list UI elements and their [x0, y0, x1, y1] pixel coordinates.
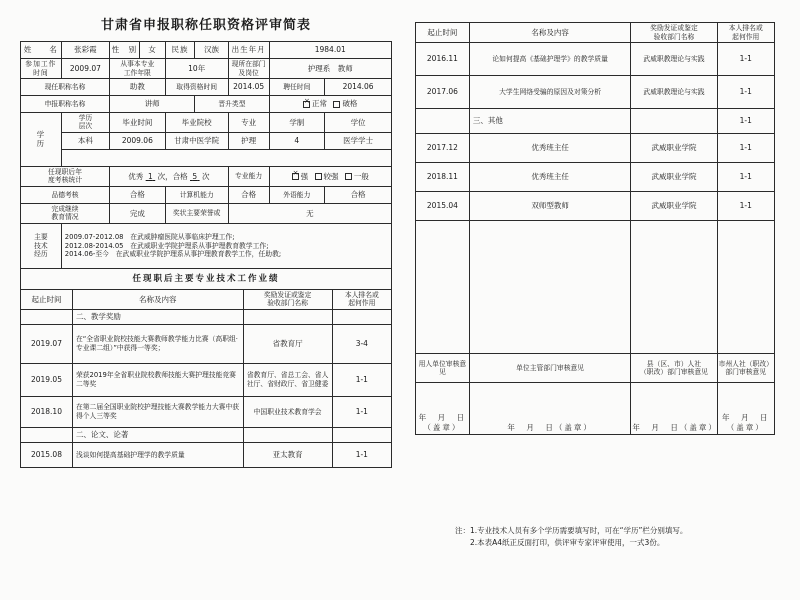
signature-header-row: [416, 354, 775, 383]
right-period: [416, 109, 470, 134]
right-role: 1-1: [717, 163, 774, 192]
qualification-date-value: 2014.05: [228, 79, 269, 96]
continuing-edu-value: 完成: [110, 203, 166, 223]
work-start-value: 2009.07: [61, 59, 109, 79]
table-row: [21, 79, 392, 96]
resume-label: 主要 技术 经历: [21, 223, 62, 268]
right-issuer-header: 奖励发证或鉴定 验收部门名称: [631, 23, 717, 43]
right-issuer: 武威职业学院: [631, 192, 717, 221]
sig-date-city[interactable]: 年 月 日（盖章）: [717, 383, 774, 435]
right-issuer: 武威职教理论与实践: [631, 43, 717, 76]
right-blank-period: [416, 221, 470, 354]
ability-normal-checkbox[interactable]: 一般: [345, 172, 369, 181]
achievement-section-title: 任现职后主要专业技术工作业绩: [21, 268, 392, 289]
table-header-row: [21, 289, 392, 309]
edu-time-header: 毕业时间: [110, 113, 166, 133]
right-period: 2017.06: [416, 76, 470, 109]
promotion-type-label: 晋升类型: [195, 96, 269, 113]
current-title-value: 助教: [110, 79, 166, 96]
table-row: [21, 96, 392, 113]
qualification-date-label: 取得资格时间: [165, 79, 228, 96]
gender-label: 性 别: [110, 42, 140, 59]
apply-title-label: 申报职称名称: [21, 96, 110, 113]
right-period-header: 起止时间: [416, 23, 470, 43]
table-row: [416, 163, 775, 192]
annual-assessment-value: 优秀 1 次，合格 5 次: [110, 166, 229, 186]
current-title-label: 现任职称名称: [21, 79, 110, 96]
edu-system-value: 4: [269, 132, 325, 149]
right-blank-issuer: [631, 221, 717, 354]
continuing-edu-label: 完成继续 教育情况: [21, 203, 110, 223]
achv-content: 荣获2019年全省职业院校教师技能大赛护理技能竞赛二等奖: [72, 363, 243, 396]
name-value: 张彩霞: [61, 42, 109, 59]
right-issuer: [631, 109, 717, 134]
achv-issuer-header: 奖励发证或鉴定 验收部门名称: [243, 289, 332, 309]
edu-school-header: 毕业院校: [165, 113, 228, 133]
birth-value: 1984.01: [269, 42, 392, 59]
ability-label: 专业能力: [228, 166, 269, 186]
table-row: [21, 324, 392, 363]
footer-note: 注：1.专业技术人员有多个学历需要填写时，可在“学历”栏分别填写。: [455, 526, 688, 535]
achievement-table: [20, 289, 392, 468]
achv-content: 浅谈如何提高基础护理学的教学质量: [72, 442, 243, 467]
achv-period: 2018.10: [21, 396, 73, 427]
table-row: [21, 396, 392, 427]
achv-period-blank: [21, 427, 73, 442]
morals-label: 品德考核: [21, 186, 110, 203]
right-role: 1-1: [717, 43, 774, 76]
achv-content-header: 名称及内容: [72, 289, 243, 309]
nation-value: 汉族: [195, 42, 228, 59]
right-content: 大学生网络受骗的原因及对策分析: [469, 76, 631, 109]
resume-line: 2012.08-2014.05 在武威职业学院护理系从事护理教育教学工作;: [64, 241, 269, 250]
promotion-normal-checkbox[interactable]: × 正常: [303, 99, 327, 108]
table-row: [21, 363, 392, 396]
right-period: 2015.04: [416, 192, 470, 221]
sig-date-county[interactable]: 年 月 日（盖章）: [631, 383, 717, 435]
achv-period: 2019.05: [21, 363, 73, 396]
table-row: [21, 113, 392, 133]
right-blank-content: [469, 221, 631, 354]
major-years-value: 10年: [165, 59, 228, 79]
table-row: [416, 192, 775, 221]
sig-header-county: 县（区、市）人社 （职改）部门审核意见: [631, 354, 717, 383]
edu-major-value: 护理: [228, 132, 269, 149]
edu-major-header: 专业: [228, 113, 269, 133]
achv-sub-label: 二、论文、论著: [72, 427, 243, 442]
birth-label: 出生年月: [228, 42, 269, 59]
work-start-label: 参加工作时间: [21, 59, 62, 79]
edu-degree-header: 学位: [325, 113, 392, 133]
achv-content: 在第二届全国职业院校护理技能大赛教学能力大赛中获得个人三等奖: [72, 396, 243, 427]
achv-issuer: 中国职业技术教育学会: [243, 396, 332, 427]
right-issuer: 武威职教理论与实践: [631, 76, 717, 109]
table-row: [416, 134, 775, 163]
achv-content: 在“全省职业院校技能大赛教师教学能力比赛（高职组·专业课二组）”中获得一等奖；: [72, 324, 243, 363]
right-column: [415, 22, 775, 435]
edu-time-value: 2009.06: [110, 132, 166, 149]
right-blank-role: [717, 221, 774, 354]
dept-label: 现所在部门 及岗位: [228, 59, 269, 79]
table-row: [416, 221, 775, 354]
edu-system-header: 学制: [269, 113, 325, 133]
achv-section-label: 二、教学奖励: [72, 309, 243, 324]
footer-notes: [455, 525, 785, 549]
education-row-label: 学 历: [21, 113, 62, 167]
table-row: [416, 43, 775, 76]
table-row: [21, 149, 392, 166]
achv-role: 1-1: [332, 363, 391, 396]
table-row: [21, 203, 392, 223]
right-content: 双师型教师: [469, 192, 631, 221]
basic-info-table: [20, 41, 392, 290]
resume-value: [61, 223, 391, 268]
edu-blank-row: [61, 149, 391, 166]
achv-period: 2015.08: [21, 442, 73, 467]
achv-role: 1-1: [332, 442, 391, 467]
punishment-value: 无: [228, 203, 391, 223]
dept-value: 护理系 教师: [269, 59, 392, 79]
promotion-break-checkbox[interactable]: 破格: [333, 99, 357, 108]
table-row: [21, 132, 392, 149]
table-row: [21, 268, 392, 289]
achv-role-header: 本人排名或 起何作用: [332, 289, 391, 309]
right-role: 1-1: [717, 76, 774, 109]
right-content-header: 名称及内容: [469, 23, 631, 43]
edu-level-header: 学历 层次: [61, 113, 109, 133]
right-period: 2016.11: [416, 43, 470, 76]
edu-level-value: 本科: [61, 132, 109, 149]
right-issuer: 武威职业学院: [631, 163, 717, 192]
sig-header-employer: 用人单位审核意见: [416, 354, 470, 383]
computer-value: 合格: [228, 186, 269, 203]
achv-issuer: 省教育厅: [243, 324, 332, 363]
right-role-header: 本人排名或 起何作用: [717, 23, 774, 43]
table-row: [21, 186, 392, 203]
achv-role: 1-1: [332, 396, 391, 427]
hire-date-value: 2014.06: [325, 79, 392, 96]
right-content: 优秀班主任: [469, 163, 631, 192]
morals-value: 合格: [110, 186, 166, 203]
foreign-value: 合格: [325, 186, 392, 203]
apply-title-value: 讲师: [110, 96, 195, 113]
table-row: [21, 166, 392, 186]
ability-fair-checkbox[interactable]: 较强: [315, 172, 339, 181]
sig-date-supervisor[interactable]: 年 月 日（盖章）: [469, 383, 631, 435]
gender-value: 女: [139, 42, 165, 59]
achv-issuer-blank: [243, 427, 332, 442]
table-row: [21, 442, 392, 467]
table-row: [21, 59, 392, 79]
signature-body-row: [416, 383, 775, 435]
achv-issuer-blank: [243, 309, 332, 324]
achv-period: 2019.07: [21, 324, 73, 363]
table-row: [416, 76, 775, 109]
footer-note: 2.本表A4纸正反面打印，供评审专家评审使用，一式3份。: [455, 538, 665, 547]
right-role: 1-1: [717, 192, 774, 221]
table-header-row: [416, 23, 775, 43]
right-role: 1-1: [717, 109, 774, 134]
right-issuer: 武威职业学院: [631, 134, 717, 163]
table-row: [21, 223, 392, 268]
achv-issuer: 亚太教育: [243, 442, 332, 467]
right-content: 优秀班主任: [469, 134, 631, 163]
nation-label: 民族: [165, 42, 195, 59]
right-period: 2018.11: [416, 163, 470, 192]
annual-assessment-label: 任现职后年 度考核统计: [21, 166, 110, 186]
achv-role: 3-4: [332, 324, 391, 363]
resume-line: 2014.06-至今 在武威职业学院护理系从事护理教育教学工作，任助教;: [64, 250, 282, 259]
achv-period-header: 起止时间: [21, 289, 73, 309]
table-row: [21, 427, 392, 442]
achv-issuer: 省教育厅、省总工会、省人社厅、省财政厅、省卫健委: [243, 363, 332, 396]
computer-label: 计算机能力: [165, 186, 228, 203]
achv-role-blank: [332, 309, 391, 324]
major-years-label: 从事本专业 工作年限: [110, 59, 166, 79]
right-achievement-table: [415, 22, 775, 435]
achv-period-blank: [21, 309, 73, 324]
right-period: 2017.12: [416, 134, 470, 163]
sig-date-employer[interactable]: 年 月 日（盖章）: [416, 383, 470, 435]
sig-header-supervisor: 单位主管部门审核意见: [469, 354, 631, 383]
hire-date-label: 聘任时间: [269, 79, 325, 96]
edu-school-value: 甘肃中医学院: [165, 132, 228, 149]
ability-strong-checkbox[interactable]: × 强: [292, 172, 309, 181]
promotion-type-options: [269, 96, 392, 113]
table-row: [21, 42, 392, 59]
punishment-label: 奖状主要荣誉或: [165, 203, 228, 223]
left-column: [20, 14, 392, 468]
ability-options: [269, 166, 392, 186]
resume-line: 2009.07-2012.08 在武威肿瘤医院从事临床护理工作;: [64, 233, 235, 242]
right-role: 1-1: [717, 134, 774, 163]
edu-degree-value: 医学学士: [325, 132, 392, 149]
name-label: 姓 名: [21, 42, 62, 59]
sig-header-city: 市州人社（职改） 部门审核意见: [717, 354, 774, 383]
page-title: 甘肃省申报职称任职资格评审简表: [100, 18, 311, 33]
right-content: 三、其他: [469, 109, 631, 134]
right-content: 论如何提高《基础护理学》的教学质量: [469, 43, 631, 76]
achv-role-blank: [332, 427, 391, 442]
foreign-label: 外语能力: [269, 186, 325, 203]
table-row: [416, 109, 775, 134]
table-row: [21, 309, 392, 324]
